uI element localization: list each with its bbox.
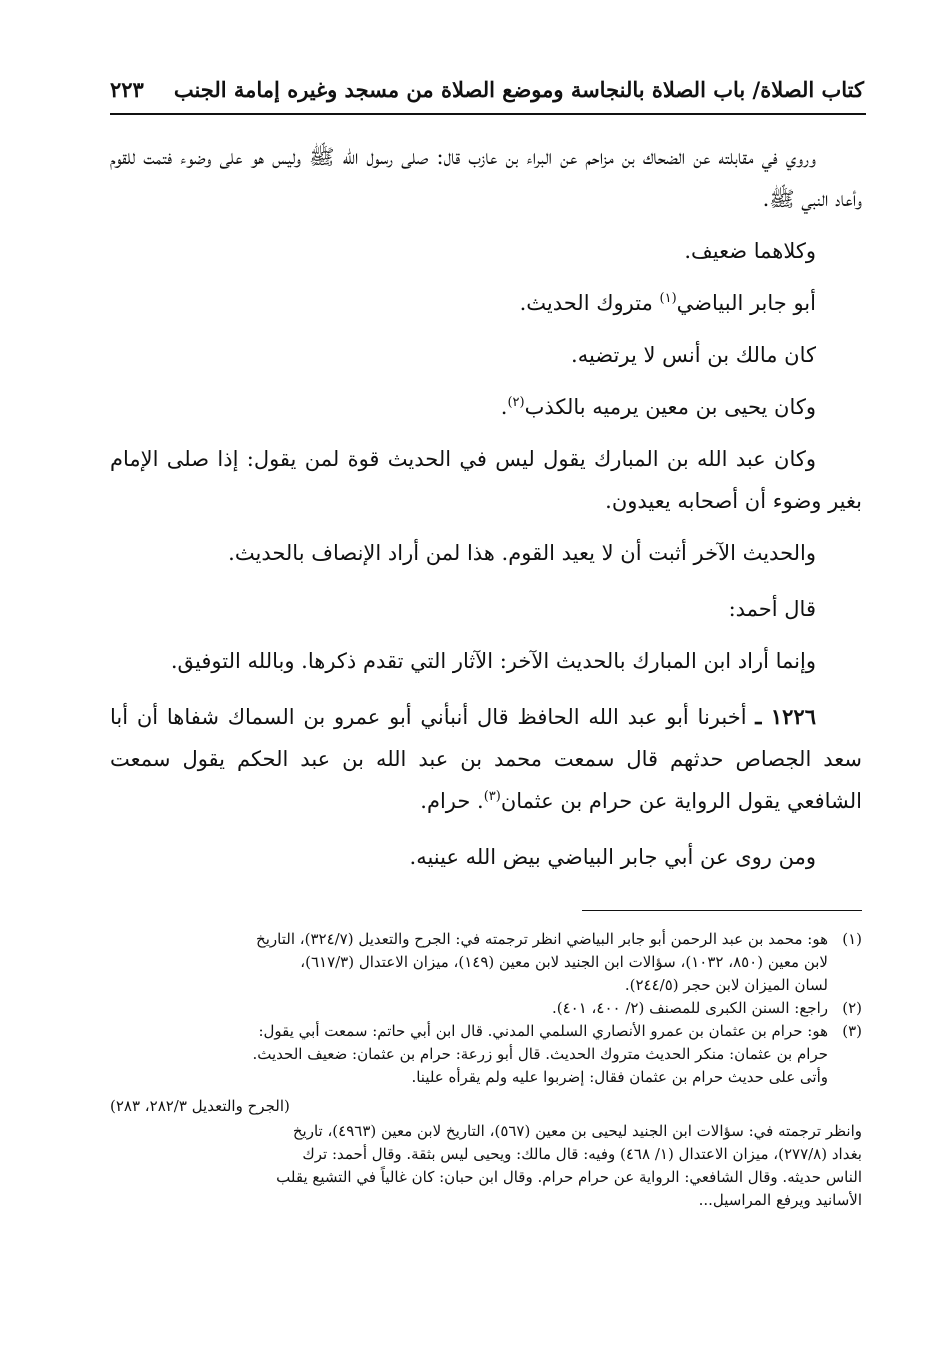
paragraph: وإنما أراد ابن المبارك بالحديث الآخر: الآثار التي تقدم ذكرها. وبالله التوفيق. [170, 649, 816, 673]
footnote-3 [110, 1020, 862, 1089]
paragraph-text: وكان يحيى بن معين يرميه بالكذب [524, 395, 816, 419]
paragraph-text: . [500, 395, 508, 419]
footnotes [110, 928, 862, 1212]
page-number: ٢٢٣ [110, 76, 144, 102]
footnote-2 [110, 997, 862, 1020]
hadith-number: ١٢٢٦ ـ [755, 704, 816, 729]
footnote-ref: (٣) [483, 789, 501, 804]
footnote-line: هو: حرام بن عثمان بن عمرو الأنصاري السلمي المدني. قال ابن أبي حاتم: سمعت أبي يقول: [258, 1022, 828, 1040]
footnote-line: هو: محمد بن عبد الرحمن أبو جابر البياضي انظر ترجمته في: الجرح والتعديل (٣٢٤/٧)، التاريخ [256, 930, 828, 948]
footnote-ref: (١) [659, 291, 677, 306]
paragraph-text: . حرام. [420, 789, 484, 813]
paragraph: وكان عبد الله بن المبارك يقول ليس في الحديث قوة لمن يقول: إذا صلى الإمام بغير وضوء أن أصحابه يعيدون. [110, 447, 862, 513]
paragraph [110, 282, 862, 324]
hadith-paragraph [110, 696, 862, 822]
header-rule [110, 113, 866, 115]
paragraph: والحديث الآخر أثبت أن لا يعيد القوم. هذا لمن أراد الإنصاف بالحديث. [228, 541, 816, 565]
footnote-number: (٢) [842, 999, 862, 1017]
footnote-rule [582, 910, 862, 911]
footnote-ref: (٢) [507, 395, 525, 410]
footnote-number: (١) [842, 930, 862, 948]
running-header [110, 68, 864, 110]
paragraph: قال أحمد: [728, 597, 816, 621]
main-text [110, 136, 862, 878]
footnote-number: (٣) [842, 1022, 862, 1040]
footnote-citation: (الجرح والتعديل ٢٨٢/٣، ٢٨٣) [110, 1097, 290, 1115]
footnote-line: وانظر ترجمته في: سؤالات ابن الجنيد ليحيى بن معين (٥٦٧)، التاريخ لابن معين (٤٩٦٣)، تاريخ [292, 1122, 862, 1140]
paragraph: وكلاهما ضعيف. [684, 239, 816, 263]
paragraph: ومن روى عن أبي جابر البياضي بيض الله عينيه. [409, 845, 816, 869]
footnote-line: بغداد (٢٧٧/٨)، ميزان الاعتدال (١/ ٤٦٨) وفيه: قال مالك: ويحيى ليس بثقة. وقال أحمد: ترك [302, 1145, 862, 1163]
footnote-line: راجع: السنن الكبرى للمصنف (٢/ ٤٠٠، ٤٠١). [551, 999, 828, 1017]
paragraph [110, 386, 862, 428]
paragraph-text: أبو جابر البياضي [676, 291, 816, 315]
footnote-line: الأسانيد ويرفع المراسيل... [698, 1191, 862, 1209]
footnote-line: وأتى على حديث حرام بن عثمان فقال: إضربوا عليه ولم يقرأه علينا. [411, 1068, 828, 1086]
footnote-line: الناس حديثه. وقال الشافعي: الرواية عن حرام حرام. وقال ابن حبان: كان غالياً في التشيع يقلب [276, 1168, 862, 1186]
footnote-line: لابن معين (٨٥٠، ١٠٣٢)، سؤالات ابن الجنيد لابن معين (١٤٩)، ميزان الاعتدال (٦١٧/٣)، [300, 953, 828, 971]
paragraph-text: أخبرنا أبو عبد الله الحافظ قال أنبأني أبو عمرو بن السماك شفاها أن أبا سعد الجصاص حدثهم قال سمعت محمد بن عبد الله بن عبد الحكم يقول سمعت الشافعي يقول الرواية عن حرام بن عثمان [110, 705, 862, 813]
header-title: كتاب الصلاة/ باب الصلاة بالنجاسة وموضع الصلاة من مسجد وغيره إمامة الجنب [173, 76, 864, 102]
footnote-line: حرام بن عثمان: منكر الحديث متروك الحديث. قال أبو زرعة: حرام بن عثمان: ضعيف الحديث. [252, 1045, 828, 1063]
footnote-line: لسان الميزان لابن حجر (٢٤٤/٥). [624, 976, 828, 994]
footnote-1 [110, 928, 862, 997]
paragraph-text: متروك الحديث. [519, 291, 660, 315]
paragraph: كان مالك بن أنس لا يرتضيه. [571, 343, 816, 367]
paragraph: وروي في مقابلته عن الضحاك بن مزاحم عن البراء بن عازب قال: صلى رسول الله ﷺ وليس هو على وضوء فتمت للقوم وأعاد النبي ﷺ. [110, 145, 862, 211]
